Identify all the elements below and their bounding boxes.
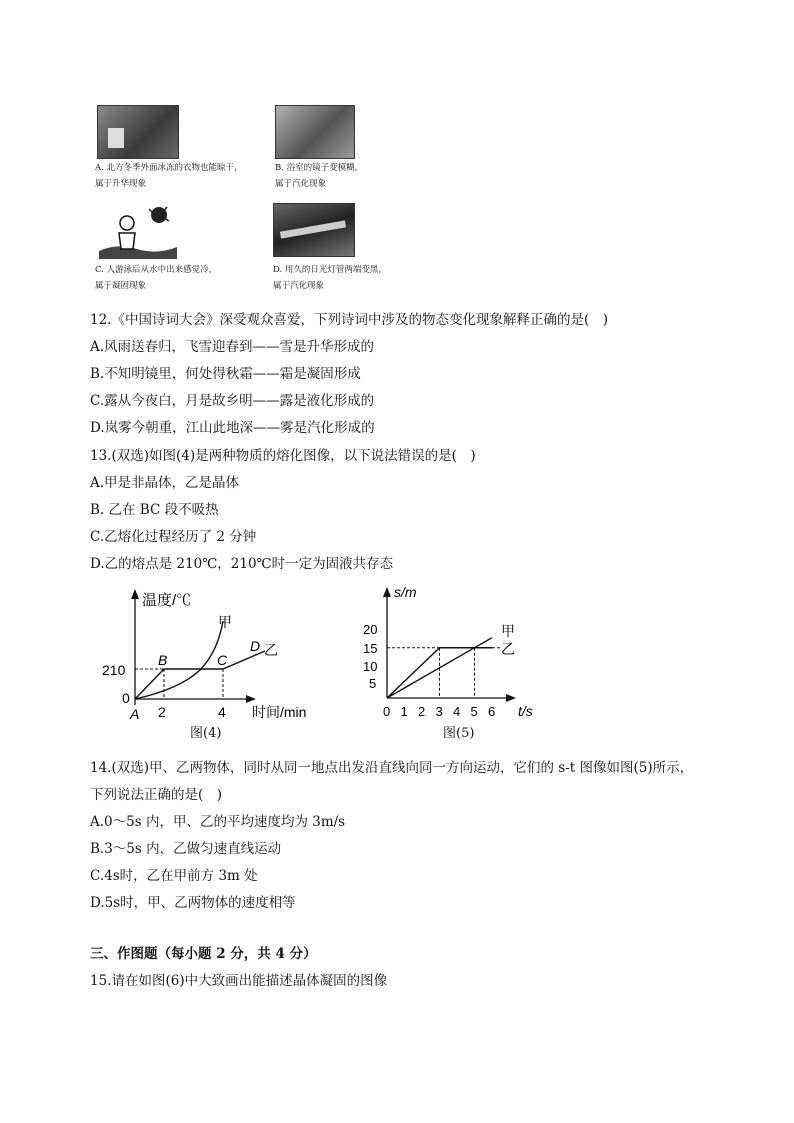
option-b-line1: B. 浴室的镜子变模糊， bbox=[275, 163, 364, 173]
fig4-series-yi-label: 乙 bbox=[264, 642, 278, 658]
fig4-point-c: C bbox=[217, 652, 228, 668]
fig4-point-b: B bbox=[158, 652, 168, 668]
fig4-origin-label: 0 bbox=[122, 690, 130, 706]
fig5-x-tick-3: 3 bbox=[435, 704, 443, 719]
fluorescent-tube-shape bbox=[280, 220, 346, 238]
section-3-heading: 三、作图题（每小题 2 分，共 4 分） bbox=[90, 946, 317, 962]
option-a-photo bbox=[97, 105, 179, 159]
fig4-series-jia-label: 甲 bbox=[218, 614, 232, 630]
option-c-line1: C. 人游泳后从水中出来感觉冷， bbox=[95, 265, 218, 275]
option-b-photo bbox=[275, 105, 355, 159]
q12-option-d: D.岚雾今朝重，江山此地深——雾是汽化形成的 bbox=[90, 420, 375, 436]
fig4-xlabel: 时间/min bbox=[252, 704, 307, 720]
fig4-series-yi bbox=[135, 651, 265, 699]
fig5-xlabel: t/s bbox=[518, 703, 533, 719]
option-b-line2: 属于汽化现象 bbox=[275, 179, 327, 189]
option-c-illustration bbox=[97, 203, 179, 259]
q12-option-c: C.露从今夜白，月是故乡明——露是液化形成的 bbox=[90, 393, 375, 409]
option-a-line1: A. 北方冬季外面冰冻的衣物也能晾干， bbox=[95, 163, 243, 173]
figure-4 bbox=[100, 585, 330, 720]
fig5-x-tick-4: 4 bbox=[453, 704, 461, 719]
fig4-ylabel: 温度/℃ bbox=[142, 592, 192, 609]
q14-stem-line2: 下列说法正确的是( ) bbox=[90, 787, 223, 803]
q12-stem: 12.《中国诗词大会》深受观众喜爱，下列诗词中涉及的物态变化现象解释正确的是( ) bbox=[90, 312, 609, 328]
option-b-caption bbox=[275, 160, 363, 192]
fig4-y-arrow bbox=[131, 589, 139, 599]
fig4-series-jia bbox=[135, 621, 223, 699]
q15-stem: 15.请在如图(6)中大致画出能描述晶体凝固的图像 bbox=[90, 973, 388, 989]
option-c-caption bbox=[95, 262, 217, 294]
fig5-series-yi-label: 乙 bbox=[501, 641, 515, 657]
q14-option-a: A.0～5s 内，甲、乙的平均速度均为 3m/s bbox=[90, 814, 346, 830]
q13-option-c: C.乙熔化过程经历了 2 分钟 bbox=[90, 529, 257, 545]
fig5-y-tick-20: 20 bbox=[363, 622, 378, 637]
fig4-x-arrow bbox=[246, 695, 256, 703]
fig5-series-jia-label: 甲 bbox=[501, 623, 515, 639]
q13-option-a: A.甲是非晶体，乙是晶体 bbox=[90, 475, 240, 491]
q14-option-b: B.3～5s 内，乙做匀速直线运动 bbox=[90, 841, 282, 857]
fig5-y-arrow bbox=[383, 587, 391, 597]
fig4-y-tick-210: 210 bbox=[102, 662, 126, 678]
q13-option-b: B. 乙在 BC 段不吸热 bbox=[90, 502, 219, 518]
fig4-x-tick-4: 4 bbox=[218, 704, 226, 720]
fig5-ylabel: s/m bbox=[394, 584, 417, 600]
option-a-caption bbox=[95, 160, 243, 192]
fig5-y-tick-5: 5 bbox=[369, 676, 377, 691]
fig5-caption: 图(5) bbox=[443, 726, 475, 741]
q13-option-d: D.乙的熔点是 210℃，210℃时一定为固液共存态 bbox=[90, 556, 394, 572]
q14-stem-line1: 14.(双选)甲、乙两物体，同时从同一地点出发沿直线向同一方向运动，它们的 s-t 图像如图(5)所示， bbox=[90, 760, 694, 776]
q12-option-b: B.不知明镜里，何处得秋霜——霜是凝固形成 bbox=[90, 366, 361, 382]
option-d-line2: 属于汽化现象 bbox=[273, 281, 325, 291]
q14-option-c: C.4s时，乙在甲前方 3m 处 bbox=[90, 868, 258, 884]
option-c-line2: 属于凝固现象 bbox=[95, 281, 147, 291]
option-a-line2: 属于升华现象 bbox=[95, 179, 147, 189]
q13-stem: 13.(双选)如图(4)是两种物质的熔化图像，以下说法错误的是( ) bbox=[90, 448, 476, 464]
fig4-x-tick-2: 2 bbox=[158, 704, 166, 720]
fig5-x-tick-1: 1 bbox=[400, 704, 408, 719]
fig5-x-tick-5: 5 bbox=[470, 704, 478, 719]
q14-option-d: D.5s时，甲、乙两物体的速度相等 bbox=[90, 895, 296, 911]
fig4-point-d: D bbox=[250, 638, 261, 654]
option-d-line1: D. 用久的日光灯管两端变黑， bbox=[273, 265, 387, 275]
q12-option-a: A.风雨送春归，飞雪迎春到——雪是升华形成的 bbox=[90, 339, 375, 355]
frozen-clothes-shape bbox=[108, 128, 124, 148]
fig5-y-tick-15: 15 bbox=[363, 641, 378, 656]
fig5-y-tick-10: 10 bbox=[363, 659, 378, 674]
fig5-x-ticks bbox=[383, 704, 495, 719]
fig5-x-tick-6: 6 bbox=[488, 704, 496, 719]
fig5-x-tick-0: 0 bbox=[383, 704, 391, 719]
fig4-caption: 图(4) bbox=[190, 726, 222, 741]
fig4-point-a: A bbox=[130, 706, 140, 720]
fig5-x-arrow bbox=[506, 694, 516, 702]
figure-5 bbox=[360, 583, 540, 723]
option-d-photo bbox=[273, 203, 355, 257]
fig5-x-tick-2: 2 bbox=[418, 704, 426, 719]
option-d-caption bbox=[273, 262, 387, 294]
